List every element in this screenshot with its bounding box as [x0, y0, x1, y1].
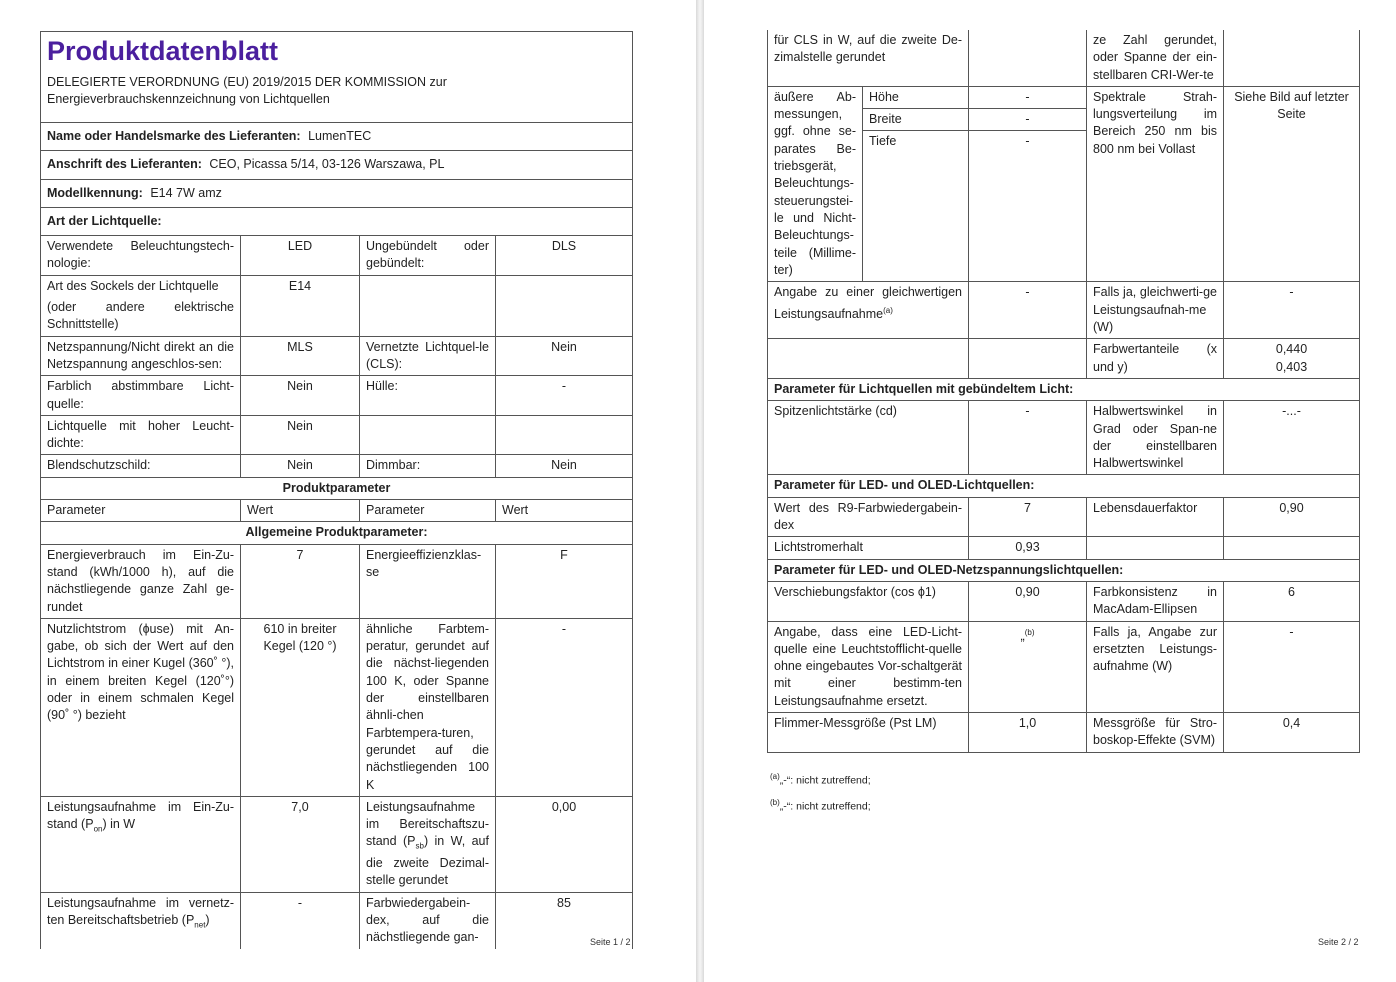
param-label-text: ): [205, 913, 210, 928]
param-label: Vernetzte Lichtquel-le (CLS):: [360, 336, 496, 376]
param-value: F: [496, 544, 633, 618]
param-label: Angabe, dass eine LED-Licht-quelle eine Leuchtstofflicht-quelle ohne eingebautes Vor-schaltgerät mit einer bestimm-ten Leistungsaufnahme ersetzt.: [768, 621, 969, 712]
param-value: 7: [241, 544, 360, 618]
param-value: 0,4: [1224, 713, 1360, 753]
param-label: Wert des R9-Farbwiedergabein-dex: [768, 497, 969, 537]
param-label: Verwendete Beleuchtungstech-nologie:: [41, 236, 241, 276]
param-value: MLS: [241, 336, 360, 376]
param-label: Blendschutzschild:: [41, 455, 241, 477]
chromaticity-row: [768, 339, 1360, 379]
directional-heading-row: [768, 378, 1360, 400]
param-value: [496, 415, 633, 455]
param-value: Nein: [241, 455, 360, 477]
document-page-1: [0, 0, 696, 982]
param-label: [360, 796, 496, 892]
param-value: 7,0: [241, 796, 360, 892]
param-label: Lichtstromerhalt: [768, 537, 969, 559]
param-label: [360, 415, 496, 455]
param-value: 7: [969, 497, 1087, 537]
param-label: Energieverbrauch im Ein-Zu-stand (kWh/1000 h), auf die nächstliegende ganze Zahl ge-rundet: [41, 544, 241, 618]
column-header-row: [41, 500, 633, 522]
param-value: [1224, 537, 1360, 559]
param-label: Falls ja, Angabe zur ersetzten Leistungs-aufnahme (W): [1087, 621, 1224, 712]
param-label: [41, 275, 241, 336]
section-heading: Parameter für Lichtquellen mit gebündeltem Licht:: [768, 378, 1360, 400]
header-cell: [41, 32, 633, 123]
product-datasheet-table-page-1: [40, 31, 633, 949]
peak-intensity-row: [768, 401, 1360, 475]
chromaticity-x: 0,440: [1275, 342, 1308, 357]
param-value: [1224, 30, 1360, 86]
param-value: 0,93: [969, 537, 1087, 559]
equivalent-power-row: [768, 282, 1360, 339]
product-params-heading-row: [41, 477, 633, 499]
param-label-text: Leistungsaufnahme im Ein-Zu-stand (P: [47, 799, 234, 832]
dimension-height-label: Höhe: [863, 86, 969, 108]
general-row: [41, 796, 633, 892]
param-value: -: [1224, 621, 1360, 712]
param-value: 0,90: [1224, 497, 1360, 537]
supplier-row: [41, 123, 633, 151]
column-header-parameter: Parameter: [41, 500, 241, 522]
param-label: Spitzenlichtstärke (cd): [768, 401, 969, 475]
spectral-value: Siehe Bild auf letzter Seite: [1224, 86, 1360, 282]
type-row: [41, 236, 633, 276]
model-value: E14 7W amz: [150, 185, 222, 200]
param-value: 610 in breiter Kegel (120 °): [241, 618, 360, 796]
param-value: [969, 621, 1087, 712]
regulation-line-2: Energieverbrauchskennzeichnung von Lichtquellen: [47, 92, 330, 107]
param-value-text: „: [1020, 628, 1025, 643]
param-label: Messgröße für Stro-boskop-Effekte (SVM): [1087, 713, 1224, 753]
footnote-b: [770, 792, 871, 818]
page-number: Seite 1 / 2: [590, 937, 631, 947]
param-label: ähnliche Farbtem-peratur, gerundet auf die nächst-liegenden 100 K, oder Spanne der einstellbaren ähnli-chen Farbtempera-turen, gerundet auf die nächstliegenden 100 K: [360, 618, 496, 796]
param-value: LED: [241, 236, 360, 276]
page-title: Produktdatenblatt: [47, 36, 279, 66]
general-params-heading: Allgemeine Produktparameter:: [41, 522, 633, 544]
param-value: [496, 275, 633, 336]
param-label: für CLS in W, auf die zweite De-zimalstelle gerundet: [768, 30, 969, 86]
address-row: [41, 151, 633, 179]
address-label: Anschrift des Lieferanten:: [47, 157, 202, 172]
address-value: CEO, Picassa 5/14, 03-126 Warszawa, PL: [209, 157, 445, 172]
section-heading: Parameter für LED- und OLED-Lichtquellen:: [768, 475, 1360, 497]
type-row: [41, 376, 633, 416]
param-value: -: [496, 376, 633, 416]
param-label: Nutzlichtstrom (ɸuse) mit An-gabe, ob sich der Wert auf den Lichtstrom in einer Kugel (360˚ °), in einem breiten Kegel (120˚°) oder in einem schmalen Kegel (90˚ °) bezieht: [41, 618, 241, 796]
param-value: 0,90: [969, 581, 1087, 621]
param-label: Lebensdauerfaktor: [1087, 497, 1224, 537]
param-value: -: [969, 282, 1087, 339]
param-label: ze Zahl gerundet, oder Spanne der ein-stellbaren CRI-Wer-te: [1087, 30, 1224, 86]
param-label: Falls ja, gleichwerti-ge Leistungsaufnah-me (W): [1087, 282, 1224, 339]
chromaticity-y: 0,403: [1275, 359, 1308, 374]
param-label: Lichtquelle mit hoher Leucht-dichte:: [41, 415, 241, 455]
type-row: [41, 455, 633, 477]
regulation-line-1: DELEGIERTE VERORDNUNG (EU) 2019/2015 DER KOMMISSION zur: [47, 75, 447, 89]
footnote-marker: (b): [1024, 627, 1035, 637]
param-value: -: [496, 618, 633, 796]
supplier-label: Name oder Handelsmarke des Lieferanten:: [47, 129, 301, 143]
param-value: [969, 30, 1087, 86]
param-value: E14: [241, 275, 360, 336]
param-label: [768, 282, 969, 339]
supplier-value: LumenTEC: [308, 129, 372, 143]
param-label: Farbwiedergabein-dex, auf die nächstliegende gan-: [360, 892, 496, 948]
model-label: Modellkennung:: [47, 185, 143, 200]
type-row: [41, 415, 633, 455]
footnote-text: „-“: nicht zutreffend;: [779, 774, 871, 787]
led-heading-row: [768, 475, 1360, 497]
subscript: net: [194, 920, 206, 930]
param-label: [41, 892, 241, 948]
general-row: [41, 892, 633, 948]
subscript: sb: [415, 841, 424, 851]
param-value: 0,00: [496, 796, 633, 892]
general-row: [41, 544, 633, 618]
param-value: -: [241, 892, 360, 948]
param-label: Farblich abstimmbare Licht-quelle:: [41, 376, 241, 416]
type-heading-row: [41, 207, 633, 235]
spectral-label: Spektrale Strah-lungsverteilung im Bereich 250 nm bis 800 nm bei Vollast: [1087, 86, 1224, 282]
param-label: Dimmbar:: [360, 455, 496, 477]
type-row: [41, 336, 633, 376]
footnote-text: „-“: nicht zutreffend;: [779, 800, 871, 812]
param-value: Nein: [241, 415, 360, 455]
column-header-value: Wert: [496, 500, 633, 522]
param-value: DLS: [496, 236, 633, 276]
param-value: 85: [496, 892, 633, 948]
displacement-row: [768, 581, 1360, 621]
dimension-depth-label: Tiefe: [863, 131, 969, 282]
dimension-width-value: -: [969, 109, 1087, 131]
param-value: Nein: [496, 336, 633, 376]
param-label-text: ) in W, auf die zweite Dezimal-stelle gerundet: [366, 834, 489, 888]
replacement-row: [768, 621, 1360, 712]
param-value: [969, 339, 1087, 379]
param-label: Netzspannung/Nicht direkt an die Netzspannung angeschlos-sen:: [41, 336, 241, 376]
model-row: [41, 179, 633, 207]
param-label: Farbkonsistenz in MacAdam-Ellipsen: [1087, 581, 1224, 621]
product-datasheet-table-page-2: [767, 30, 1360, 753]
param-label-text: Angabe zu einer gleichwertigen Leistungsaufnahme: [774, 285, 963, 321]
footnote-marker: (b): [770, 797, 780, 807]
param-label: [768, 339, 969, 379]
page-divider: [696, 0, 704, 982]
param-label: Hülle:: [360, 376, 496, 416]
continued-row: [768, 30, 1360, 86]
param-label-line: (oder andere elektrische Schnittstelle): [47, 300, 234, 332]
param-label: Verschiebungsfaktor (cos ϕ1): [768, 581, 969, 621]
footnote-marker: (a): [883, 305, 893, 315]
param-value: -: [1224, 282, 1360, 339]
dimensions-label: äußere Ab-messungen, ggf. ohne se-parates Be-triebsgerät, Beleuchtungs-steuerungstei-le und Nicht-Beleuchtungs-teile (Millime-ter): [768, 86, 863, 282]
param-value: -: [969, 401, 1087, 475]
dimension-width-label: Breite: [863, 109, 969, 131]
column-header-value: Wert: [241, 500, 360, 522]
dimensions-row: [768, 86, 1360, 108]
dimension-height-value: -: [969, 86, 1087, 108]
param-value: 6: [1224, 581, 1360, 621]
dimension-depth-value: -: [969, 131, 1087, 282]
param-label-text: Leistungsaufnahme im vernetz-ten Bereitschaftsbetrieb (P: [47, 895, 234, 928]
r9-row: [768, 497, 1360, 537]
footnote-a: [770, 766, 871, 792]
subscript: on: [93, 824, 103, 834]
type-heading: Art der Lichtquelle:: [41, 207, 633, 235]
flicker-row: [768, 713, 1360, 753]
footnote-marker: (a): [770, 772, 780, 781]
general-heading-row: [41, 522, 633, 544]
type-row: [41, 275, 633, 336]
param-value: Nein: [241, 376, 360, 416]
param-label-line: Art des Sockels der Lichtquelle: [47, 278, 219, 293]
param-label: Flimmer-Messgröße (Pst LM): [768, 713, 969, 753]
param-label: Ungebündelt oder gebündelt:: [360, 236, 496, 276]
param-label: Farbwertanteile (x und y): [1087, 339, 1224, 379]
page-number: Seite 2 / 2: [1318, 937, 1359, 947]
param-label: Halbwertswinkel in Grad oder Span-ne der einstellbaren Halbwertswinkel: [1087, 401, 1224, 475]
param-label: [1087, 537, 1224, 559]
column-header-parameter: Parameter: [360, 500, 496, 522]
footnotes: [770, 766, 871, 817]
param-label: Energieeffizienzklas-se: [360, 544, 496, 618]
mains-heading-row: [768, 559, 1360, 581]
param-value: [1224, 339, 1360, 379]
product-params-heading: Produktparameter: [41, 477, 633, 499]
param-value: 1,0: [969, 713, 1087, 753]
param-value: Nein: [496, 455, 633, 477]
param-label-text: ) in W: [102, 817, 136, 832]
param-value: -...-: [1224, 401, 1360, 475]
section-heading: Parameter für LED- und OLED-Netzspannungslichtquellen:: [768, 559, 1360, 581]
param-label: [360, 275, 496, 336]
general-row: [41, 618, 633, 796]
param-label: [41, 796, 241, 892]
lumen-maintenance-row: [768, 537, 1360, 559]
param-label-text: Leistungsaufnahme im Bereitschaftszu-stand (P: [366, 799, 489, 849]
